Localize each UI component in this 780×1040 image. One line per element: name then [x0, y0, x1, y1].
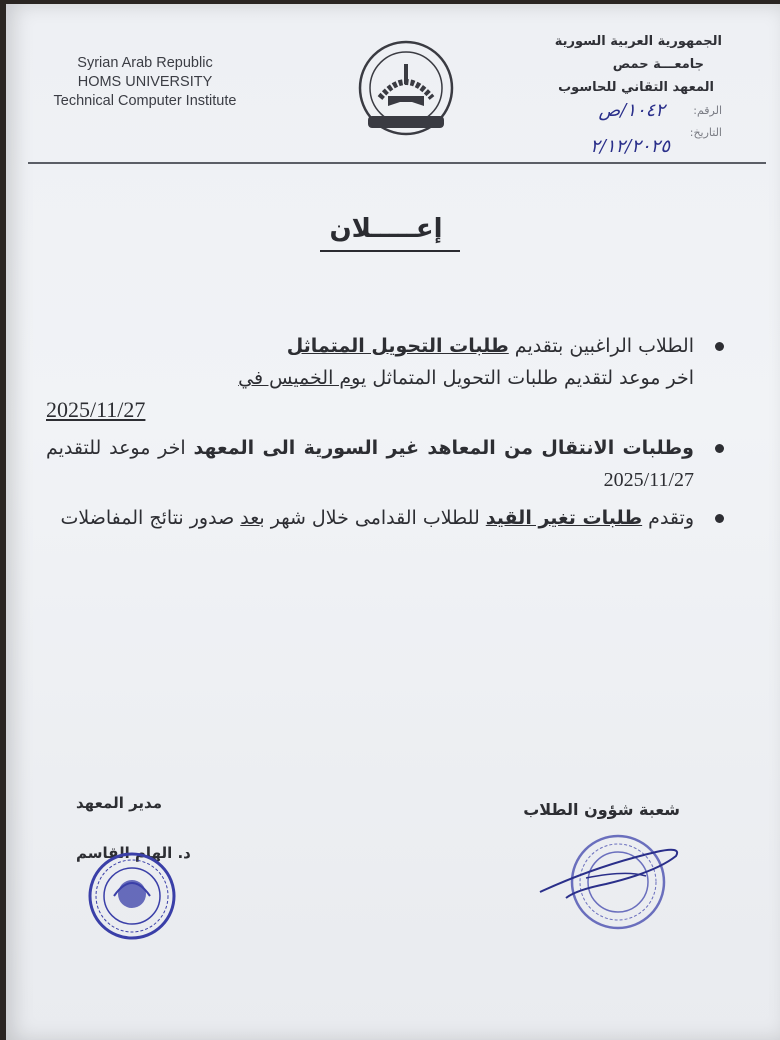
director-name: د. الهام القاسم [76, 844, 191, 862]
item3-after: بعد [240, 507, 265, 529]
item3-prefix: وتقدم [642, 507, 694, 529]
notice-item-1 [46, 330, 730, 426]
ar-university: جامعـــة حمص [612, 57, 704, 72]
document-page [6, 4, 780, 1040]
date-label: التاريخ: [689, 126, 722, 139]
title-underline [320, 250, 460, 252]
item1-date: 2025/11/27 [46, 397, 146, 422]
ar-institute: المعهد التقاني للحاسوب [558, 80, 714, 95]
university-logo [354, 40, 458, 136]
header-divider [28, 162, 766, 164]
item3-rest: صدور نتائج المفاضلات [60, 507, 241, 529]
item3-emphasis: طلبات تغير القيد [485, 507, 643, 529]
item3-middle: للطلاب القدامى خلال شهر [264, 507, 486, 529]
item2-date: 2025/11/27 [603, 469, 694, 491]
director-title: مدير المعهد [76, 794, 163, 812]
student-affairs-stamp [536, 826, 686, 936]
en-country: Syrian Arab Republic [77, 55, 213, 71]
handwritten-date: ٢/١٢/٢٠٢٥ [590, 136, 670, 157]
handwritten-reference-number: ١٠٤٢/ص [598, 100, 665, 121]
item2-rest: اخر موعد للتقديم [46, 437, 194, 459]
item1-line2: اخر موعد لتقديم طلبات التحويل المتماثل [366, 367, 694, 389]
ar-country: الجمهورية العربية السورية [554, 34, 722, 49]
en-university: HOMS UNIVERSITY [77, 74, 213, 90]
item2-bold-a: وطلبات الانتقال من المعاهد غير [378, 437, 694, 459]
item1-prefix: الطلاب الراغبين بتقديم [508, 335, 694, 357]
reference-label: الرقم: [693, 104, 722, 117]
item1-day: يوم الخميس في [238, 367, 367, 389]
notice-item-3 [46, 502, 730, 534]
arabic-letterhead [502, 30, 722, 99]
en-institute: Technical Computer Institute [53, 93, 237, 109]
director-stamp [84, 850, 180, 942]
student-affairs-signature-title: شعبة شؤون الطلاب [523, 800, 680, 819]
notice-body [46, 330, 730, 540]
notice-item-2 [46, 432, 730, 496]
item2-bold-b: السورية الى المعهد [193, 437, 379, 459]
english-letterhead [30, 54, 260, 111]
item1-emphasis: طلبات التحويل المتماثل [286, 335, 509, 357]
notice-title: إعـــــلان [329, 214, 443, 244]
